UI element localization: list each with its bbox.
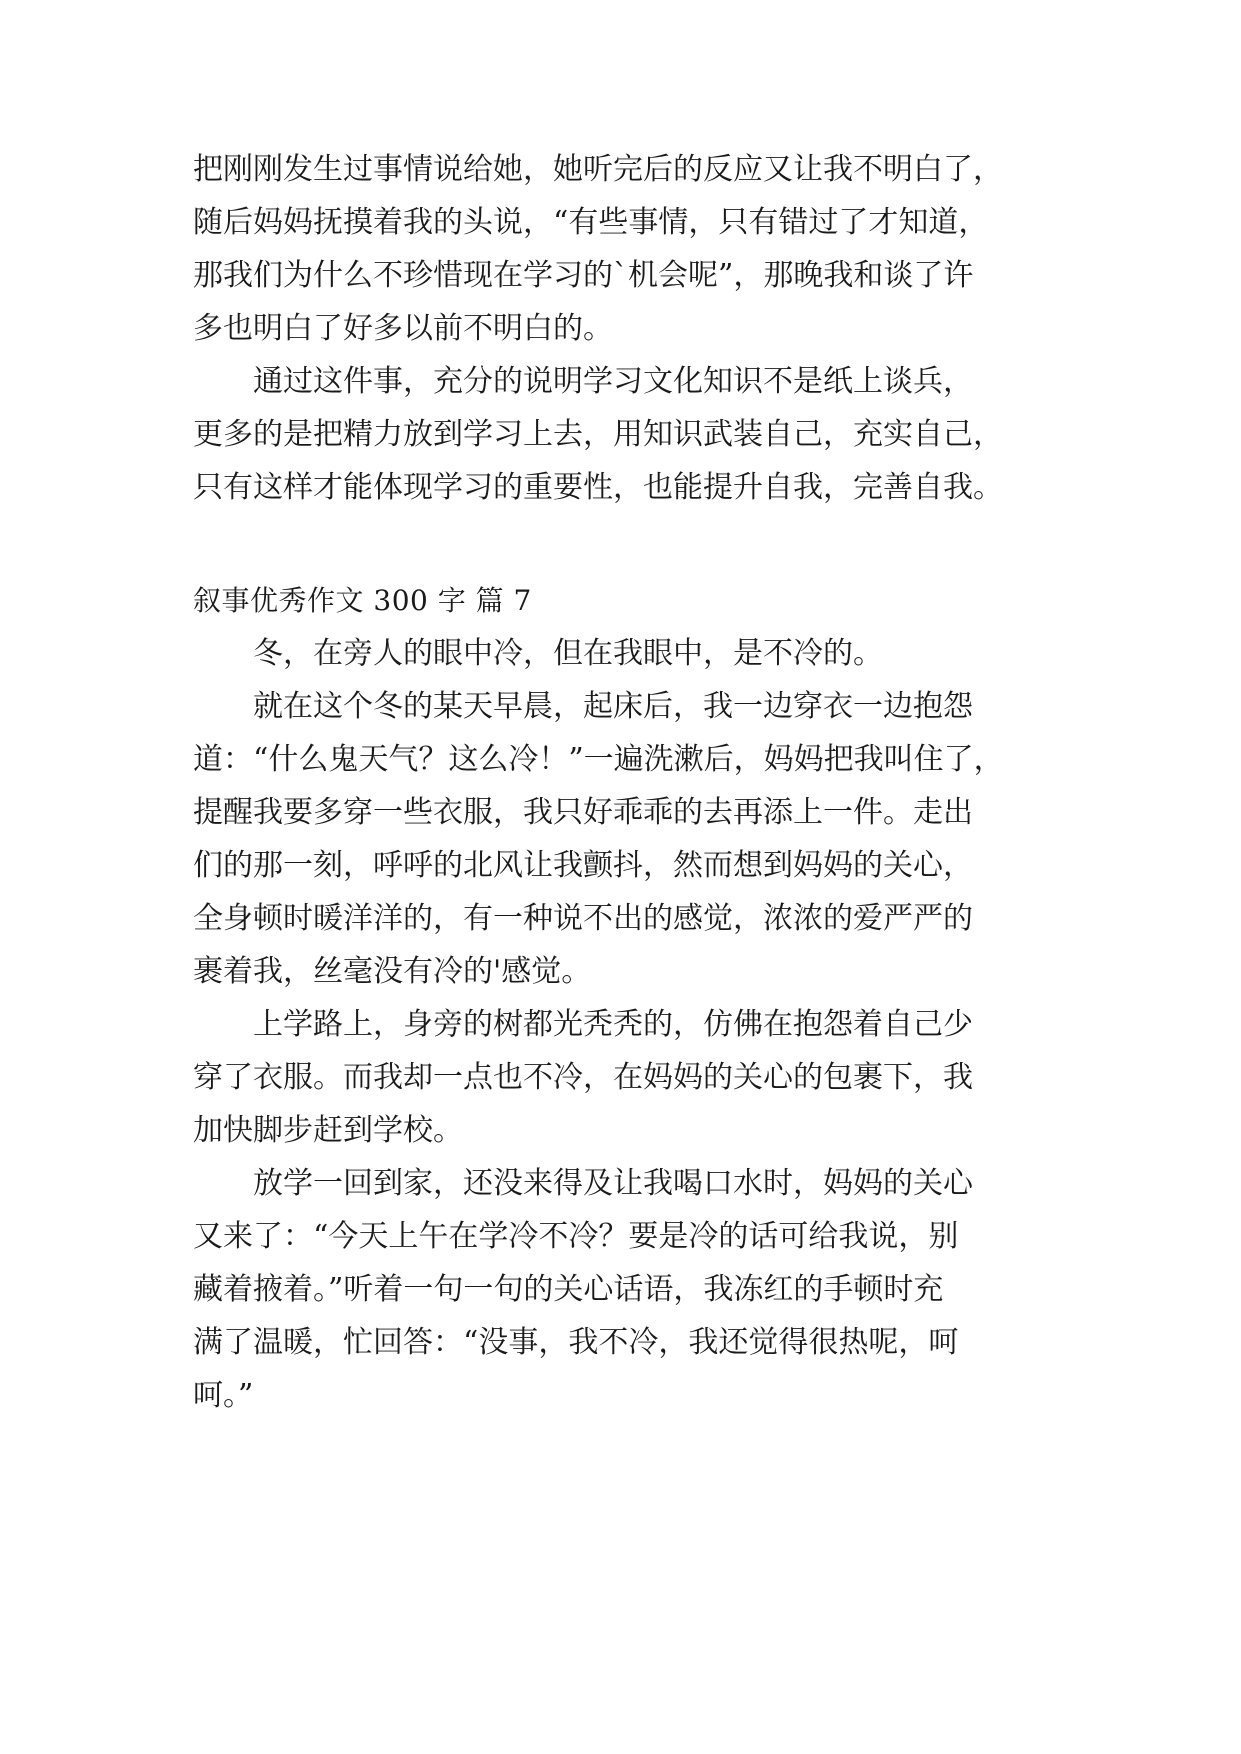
text-line: 提醒我要多穿一些衣服，我只好乖乖的去再添上一件。走出 (193, 795, 973, 830)
text-line: 又来了：“今天上午在学冷不冷？要是冷的话可给我说，别 (193, 1219, 959, 1254)
text-line: 冬，在旁人的眼中冷，但在我眼中，是不冷的。 (193, 636, 883, 671)
text-line: 道：“什么鬼天气？这么冷！”一遍洗漱后，妈妈把我叫住了， (193, 742, 1004, 777)
text-line: 藏着掖着。”听着一句一句的关心话语，我冻红的手顿时充 (193, 1272, 944, 1307)
text-line: 多也明白了好多以前不明白的。 (193, 311, 613, 346)
text-line: 穿了衣服。而我却一点也不冷，在妈妈的关心的包裹下，我 (193, 1060, 973, 1095)
text-line: 更多的是把精力放到学习上去，用知识武装自己，充实自己， (193, 417, 1003, 452)
text-line: 通过这件事，充分的说明学习文化知识不是纸上谈兵， (193, 364, 973, 399)
text-line: 随后妈妈抚摸着我的头说，“有些事情，只有错过了才知道， (193, 205, 989, 240)
text-line: 放学一回到家，还没来得及让我喝口水时，妈妈的关心 (193, 1166, 973, 1201)
text-line: 满了温暖，忙回答：“没事，我不冷，我还觉得很热呢，呵 (193, 1325, 959, 1360)
text-line: 把刚刚发生过事情说给她，她听完后的反应又让我不明白了， (193, 152, 1003, 187)
text-line: 呵。” (193, 1378, 254, 1413)
section-heading: 叙事优秀作文 300 字 篇 7 (193, 584, 532, 617)
document-page (193, 0, 1073, 1754)
text-line: 裹着我，丝毫没有冷的'感觉。 (193, 954, 592, 989)
text-line: 那我们为什么不珍惜现在学习的`机会呢”，那晚我和谈了许 (193, 258, 974, 293)
text-line: 上学路上，身旁的树都光秃秃的，仿佛在抱怨着自己少 (193, 1007, 973, 1042)
text-line: 加快脚步赶到学校。 (193, 1113, 463, 1148)
text-line: 就在这个冬的某天早晨，起床后，我一边穿衣一边抱怨 (193, 689, 973, 724)
text-line: 只有这样才能体现学习的重要性，也能提升自我，完善自我。 (193, 470, 1003, 505)
text-line: 们的那一刻，呼呼的北风让我颤抖，然而想到妈妈的关心， (193, 848, 973, 883)
text-line: 全身顿时暖洋洋的，有一种说不出的感觉，浓浓的爱严严的 (193, 901, 973, 936)
